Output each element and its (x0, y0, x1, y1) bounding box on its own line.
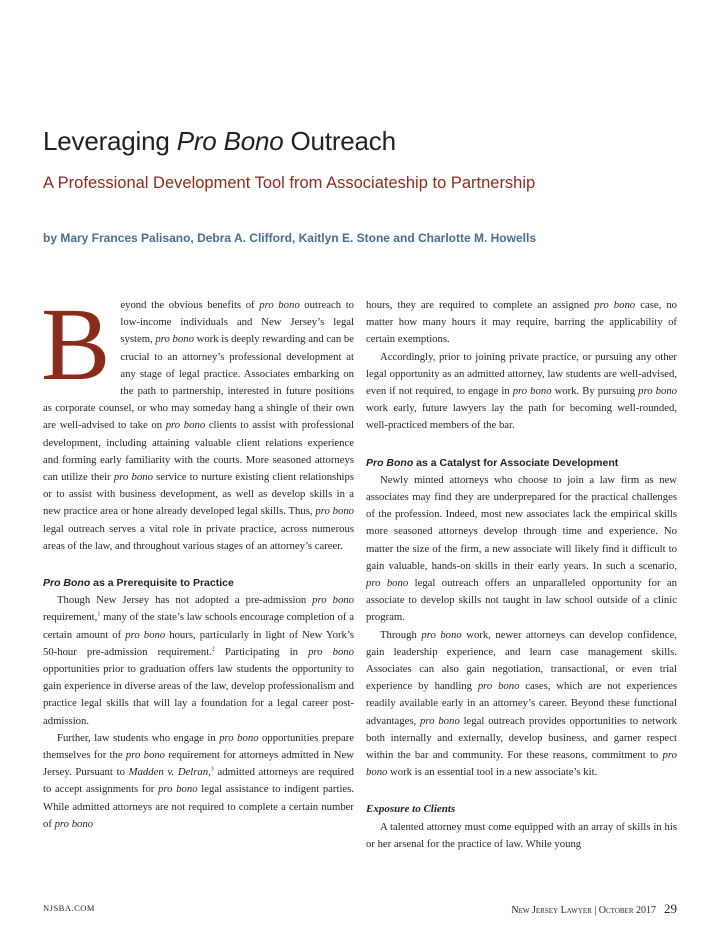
text-italic: pro bono (125, 628, 166, 641)
text-run: legal outreach offers an unparalleled opportunity for an associate to develop skills not taught in law school outside of a clinic program. (366, 577, 677, 624)
text-italic: pro bono (421, 628, 462, 641)
text-italic: pro bono (113, 471, 153, 484)
text-italic: pro bono (420, 714, 460, 727)
text-run: work, newer attorneys can develop confidence, gain leadership experience, and learn case management skills. Associates can also gain negotiation, transactional, or even trial experience by handling (366, 628, 677, 693)
text-run: admitted attorneys are required to accept assignments for (43, 766, 355, 796)
paragraph (366, 472, 677, 627)
text-run: work is an essential tool in a new associate’s kit. (387, 766, 598, 779)
case-citation: Madden v. Delran, (128, 766, 211, 779)
text-italic: pro bono (366, 577, 409, 590)
footer-publication (511, 901, 677, 917)
paragraph (366, 297, 677, 349)
text-run: Through (380, 628, 422, 641)
text-run: hours, particularly in light of New York’s 50-hour pre-admission requirement. (43, 628, 354, 658)
text-italic: pro bono (366, 749, 677, 779)
text-run: Participating in (214, 645, 309, 658)
byline: by Mary Frances Palisano, Debra A. Clifford, Kaitlyn E. Stone and Charlotte M. Howells (43, 231, 536, 245)
text-run: hours, they are required to complete an assigned (366, 299, 595, 311)
footnote-ref[interactable]: 1 (97, 611, 101, 618)
text-italic: Pro Bono (366, 456, 414, 469)
text-italic: pro bono (312, 594, 354, 607)
text-run: as a Catalyst for Associate Development (413, 456, 619, 469)
text-run: legal assistance to indigent parties. While admitted attorneys are not required to complete a certain number of (43, 783, 355, 830)
title-pre: Leveraging (43, 126, 177, 156)
text-italic: pro bono (477, 680, 520, 693)
text-run: many of the state’s law schools encourage completion of a certain amount of (43, 611, 354, 641)
text-run: opportunities prior to graduation offers law students the opportunity to gain experience in diverse areas of the law, develop professionalism and practice legal skills that will lay a foundation for a legal career post-admission. (43, 663, 354, 727)
paragraph: A talented attorney must come equipped with an array of skills in his or her arsenal for the practice of law. While young (366, 820, 677, 850)
paragraph (366, 349, 677, 435)
column-left (41, 287, 355, 833)
page-number: 29 (664, 901, 677, 916)
text-run: work is deeply rewarding and can be crucial to an attorney’s professional development at any stage of legal practice. Associates embarking on the path to partnership, interested in future positions as corporate counsel, or who may someday hang a shingle of their own are well-advised to take on (43, 333, 354, 432)
section-heading-prerequisite (43, 575, 354, 592)
paragraph (366, 627, 677, 782)
footnote-ref[interactable]: 2 (211, 646, 215, 653)
text-italic: pro bono (158, 783, 198, 796)
footnote-ref[interactable]: 3 (210, 766, 214, 773)
column-right (366, 297, 677, 853)
article-title (43, 126, 396, 157)
section-heading-exposure: Exposure to Clients (366, 803, 456, 816)
text-run: cases, which are not experiences readily available early in an attorney’s career. Beyond these functional advantages, (366, 680, 677, 727)
text-run: clients to assist with professional development, including attaining valuable client relations experience and forming early familiarity with the courts. More seasoned attorneys can utilize their (43, 419, 355, 484)
text-run: work. By pursuing (551, 385, 639, 398)
text-run: Accordingly, prior to joining private practice, or pursuing any other legal opportunity as an admitted attorney, law students are well-advised, even if not required, to engage in (366, 350, 677, 398)
title-italic: Pro Bono (176, 126, 284, 156)
text-italic: pro bono (638, 385, 678, 398)
text-italic: pro bono (308, 645, 354, 658)
text-run: Though New Jersey has not adopted a pre-admission (57, 594, 313, 607)
text-run: eyond the obvious benefits of (120, 299, 260, 311)
text-run: requirement, (43, 611, 98, 624)
text-italic: pro bono (155, 333, 194, 346)
article-subtitle: A Professional Development Tool from Associateship to Partnership (43, 174, 536, 192)
text-run: Newly minted attorneys who choose to join a law firm as new associates may find they are underprepared for the practical challenges of the profession. Indeed, most new associates lack the empirical skills more seasoned attorneys develop through time and experience. No matter the size of the firm, a new associate will likely find it difficult to gain valuable, hands-on skills in their early years. In such a scenario, (366, 473, 677, 572)
text-run: case, no matter how many hours it may require, barring the applicability of certain exemptions. (366, 299, 678, 346)
text-run: legal outreach serves a vital role in private practice, across numerous areas of the law, and throughout various stages of an attorney’s career. (43, 522, 354, 552)
text-italic: pro bono (219, 731, 259, 744)
text-run: service to nurture existing client relationships or to assist with business development, as well as develop skills in a new practice area or hone already developed legal skills. Thus, (43, 471, 355, 518)
text-run: requirement for attorneys admitted in New Jersey. Pursuant to (43, 749, 354, 779)
text-italic: pro bono (594, 299, 636, 311)
paragraph (43, 730, 354, 833)
paragraph-intro (41, 287, 355, 555)
text-run: outreach to low-income individuals and New Jersey’s legal system, (120, 299, 355, 346)
text-italic: pro bono (512, 385, 552, 398)
publication-name: New Jersey Lawyer | October 2017 (511, 905, 656, 916)
text-run: legal outreach provides opportunities to network both internally and externally, develop business, and garner respect within the bar and community. For these reasons, commitment to (366, 714, 678, 762)
text-run: opportunities prepare themselves for the (43, 731, 354, 762)
drop-cap: B (41, 287, 111, 402)
section-heading-catalyst (366, 455, 677, 472)
title-post: Outreach (283, 126, 396, 156)
text-run: Further, law students who engage in (57, 731, 220, 744)
text-run: work early, future lawyers lay the path for becoming well-rounded, well-practiced members of the bar. (366, 402, 677, 432)
text-italic: pro bono (54, 817, 94, 830)
text-italic: pro bono (125, 749, 166, 762)
text-italic: Pro Bono (43, 577, 91, 590)
text-italic: pro bono (259, 299, 300, 311)
text-italic: pro bono (165, 419, 206, 432)
text-italic: pro bono (315, 505, 355, 518)
paragraph (43, 592, 354, 730)
footer-site: NJSBA.COM (43, 903, 95, 913)
text-run: as a Prerequisite to Practice (90, 577, 234, 590)
